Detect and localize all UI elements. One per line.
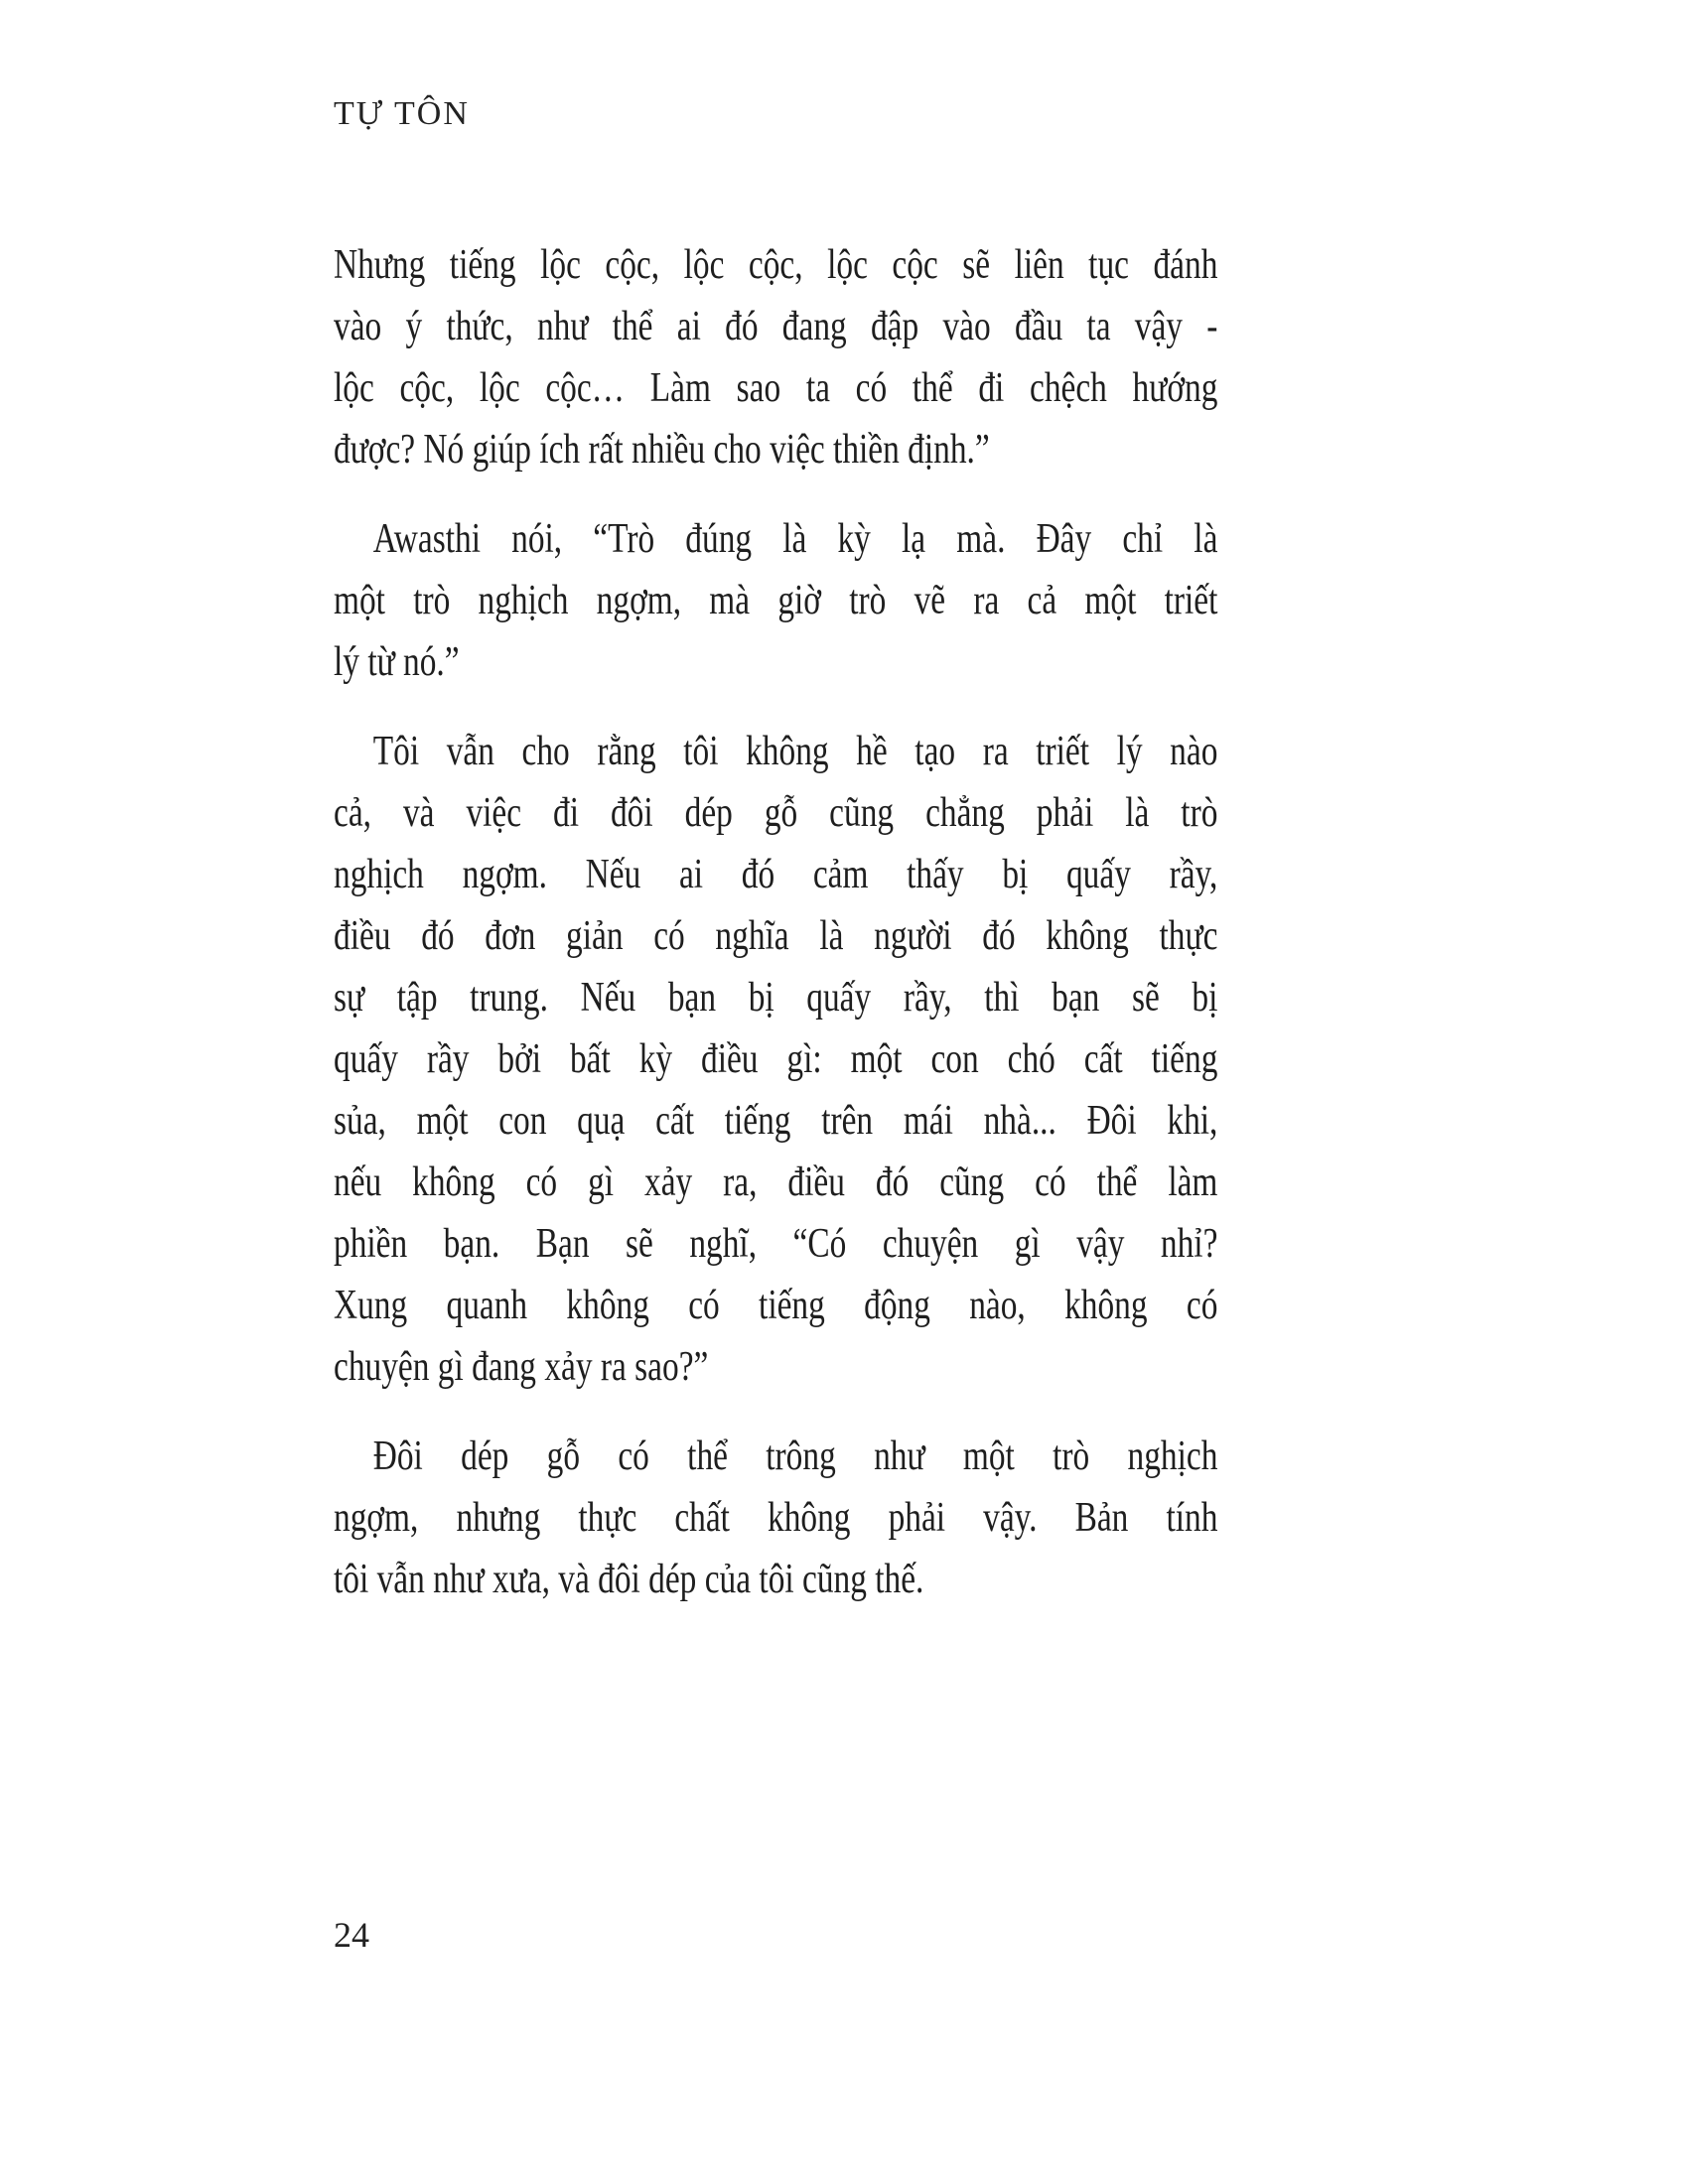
- paragraph-line: phiền bạn. Bạn sẽ nghĩ, “Có chuyện gì vậy nhỉ?: [334, 1221, 1218, 1267]
- paragraph-line: vào ý thức, như thể ai đó đang đập vào đầu ta vậy -: [334, 304, 1218, 349]
- paragraph: [334, 234, 1217, 480]
- paragraph-line: Đôi dép gỗ có thể trông như một trò nghịch: [372, 1433, 1218, 1479]
- paragraph-line: Nhưng tiếng lộc cộc, lộc cộc, lộc cộc sẽ liên tục đánh: [334, 242, 1218, 288]
- paragraph: [334, 721, 1217, 1398]
- text-block: [334, 234, 1217, 1638]
- paragraph: [334, 1426, 1217, 1610]
- paragraph-line: lý từ nó.”: [334, 639, 460, 685]
- paragraph: [334, 508, 1217, 693]
- paragraph-line: sự tập trung. Nếu bạn bị quấy rầy, thì bạn sẽ bị: [334, 975, 1218, 1021]
- paragraph-line: chuyện gì đang xảy ra sao?”: [334, 1344, 709, 1390]
- paragraph-line: lộc cộc, lộc cộc… Làm sao ta có thể đi chệch hướng: [334, 365, 1218, 411]
- paragraph-line: ngợm, nhưng thực chất không phải vậy. Bản tính: [334, 1495, 1218, 1541]
- page-number: 24: [334, 1915, 369, 1955]
- paragraph-line: tôi vẫn như xưa, và đôi dép của tôi cũng thế.: [334, 1557, 924, 1602]
- paragraph-line: điều đó đơn giản có nghĩa là người đó không thực: [334, 913, 1218, 959]
- paragraph-line: Awasthi nói, “Trò đúng là kỳ lạ mà. Đây chỉ là: [372, 516, 1218, 562]
- paragraph-line: Xung quanh không có tiếng động nào, không có: [334, 1283, 1218, 1328]
- paragraph-line: Tôi vẫn cho rằng tôi không hề tạo ra triết lý nào: [372, 729, 1218, 774]
- paragraph-line: cả, và việc đi đôi dép gỗ cũng chẳng phải là trò: [334, 790, 1218, 836]
- paragraph-line: một trò nghịch ngợm, mà giờ trò vẽ ra cả một triết: [334, 578, 1218, 623]
- paragraph-line: nếu không có gì xảy ra, điều đó cũng có thể làm: [334, 1160, 1218, 1205]
- paragraph-line: quấy rầy bởi bất kỳ điều gì: một con chó cất tiếng: [334, 1036, 1218, 1082]
- paragraph-line: được? Nó giúp ích rất nhiều cho việc thiền định.”: [334, 427, 990, 473]
- paragraph-line: nghịch ngợm. Nếu ai đó cảm thấy bị quấy rầy,: [334, 852, 1218, 897]
- paragraph-line: sủa, một con quạ cất tiếng trên mái nhà... Đôi khi,: [334, 1098, 1218, 1144]
- running-header: TỰ TÔN: [334, 95, 470, 132]
